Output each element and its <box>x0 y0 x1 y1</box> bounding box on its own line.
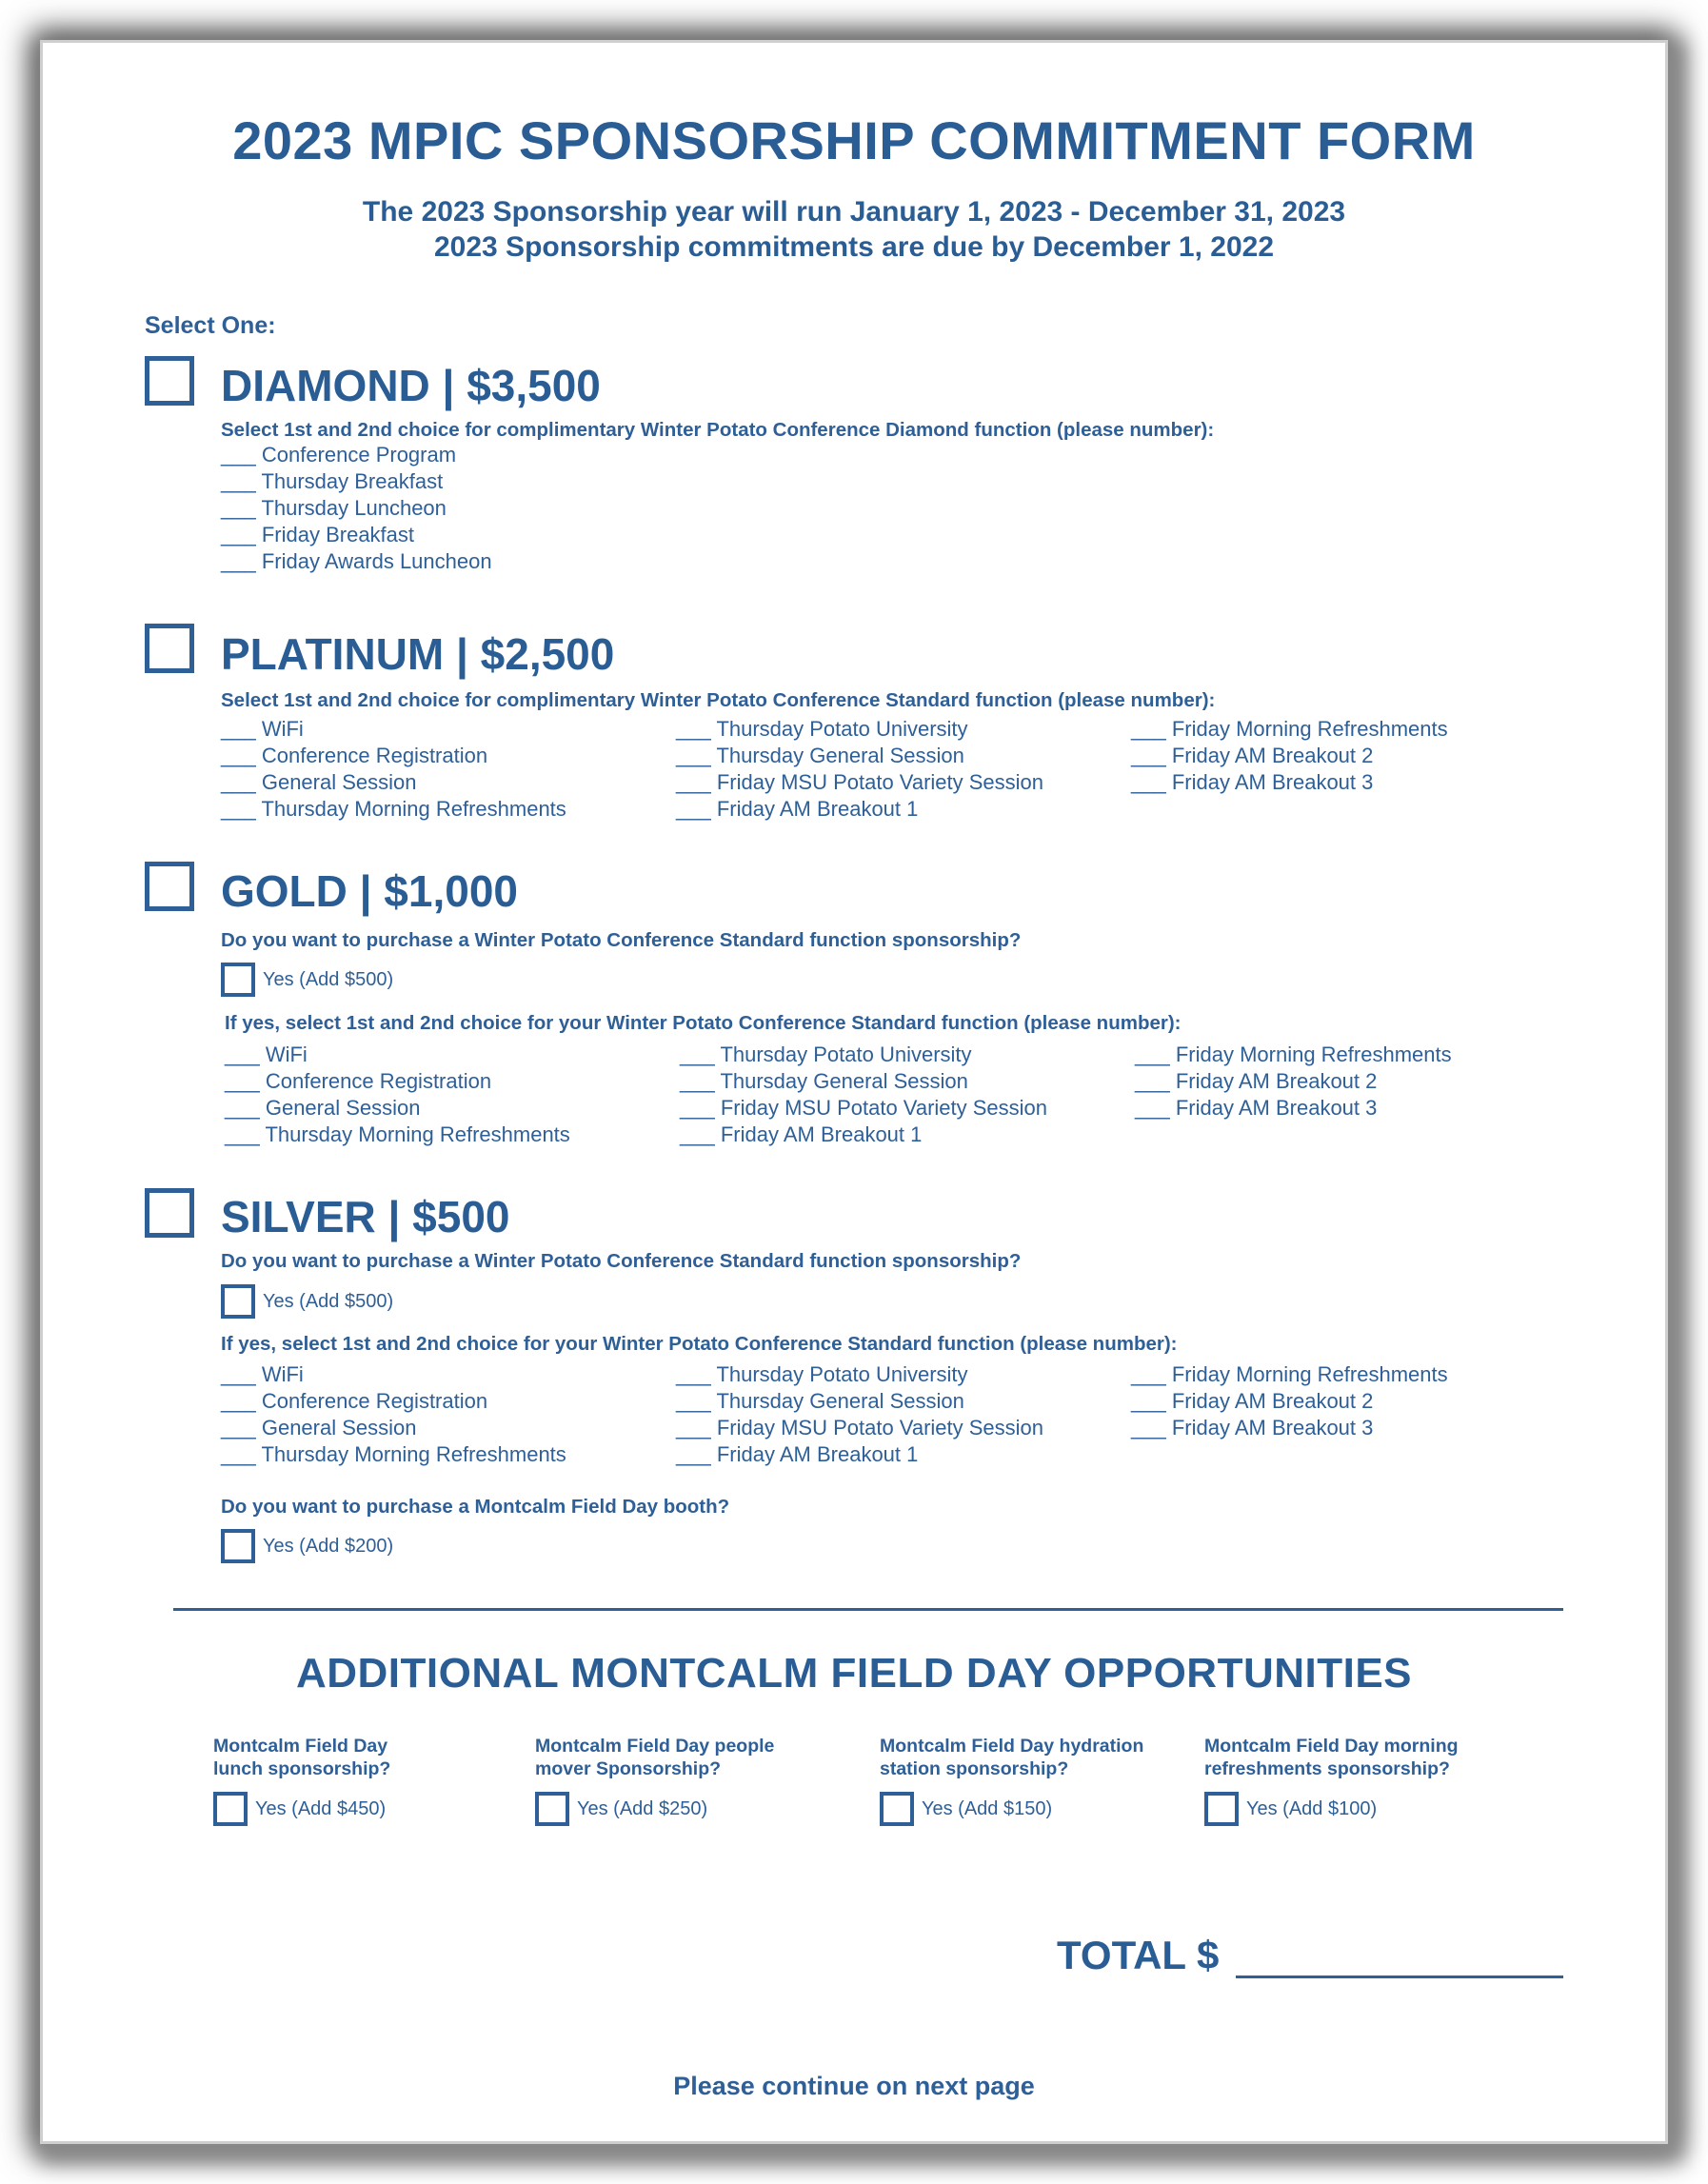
option-line[interactable]: ___ Thursday Morning Refreshments <box>225 1122 570 1146</box>
option-line[interactable]: ___ Thursday General Session <box>676 744 964 767</box>
total-label: TOTAL $ <box>1057 1933 1220 1977</box>
morning-refreshments-yes-label: Yes (Add $100) <box>1246 1798 1378 1819</box>
option-line[interactable]: ___ Friday AM Breakout 1 <box>680 1122 923 1146</box>
gold-question: Do you want to purchase a Winter Potato Conference Standard function sponsorship? <box>221 929 1022 951</box>
morning-refreshments-question: Montcalm Field Day morning refreshments sponsorship? <box>1204 1736 1459 1779</box>
diamond-options <box>221 442 492 575</box>
select-one-label: Select One: <box>145 312 276 339</box>
booth-yes-label: Yes (Add $200) <box>263 1536 394 1557</box>
page-title: 2023 MPIC SPONSORSHIP COMMITMENT FORM <box>232 110 1476 170</box>
silver-col3 <box>1131 1361 1448 1441</box>
option-line[interactable]: ___ Conference Registration <box>221 744 488 767</box>
option-line[interactable]: ___ Friday Morning Refreshments <box>1131 1362 1448 1386</box>
option-line[interactable]: ___ Thursday Potato University <box>676 717 968 741</box>
subtitle-year: The 2023 Sponsorship year will run January 1, 2023 - December 31, 2023 <box>362 196 1346 228</box>
section-divider <box>173 1608 1563 1611</box>
morning-refreshments-yes-checkbox[interactable] <box>1204 1792 1239 1826</box>
platinum-heading: PLATINUM | $2,500 <box>221 629 615 679</box>
option-line[interactable]: ___ Conference Registration <box>225 1069 492 1093</box>
silver-question: Do you want to purchase a Winter Potato Conference Standard function sponsorship? <box>221 1250 1022 1272</box>
people-mover-yes-label: Yes (Add $250) <box>577 1798 708 1819</box>
additional-heading: ADDITIONAL MONTCALM FIELD DAY OPPORTUNITIES <box>295 1650 1413 1697</box>
silver-col2 <box>676 1361 1043 1468</box>
option-line[interactable]: ___ Friday AM Breakout 2 <box>1135 1069 1378 1093</box>
lunch-yes-checkbox[interactable] <box>213 1792 248 1826</box>
option-line[interactable]: ___ Thursday Potato University <box>680 1042 972 1066</box>
silver-heading: SILVER | $500 <box>221 1192 510 1241</box>
silver-col1 <box>221 1361 566 1468</box>
gold-note: If yes, select 1st and 2nd choice for your Winter Potato Conference Standard function (please number): <box>225 1012 1182 1034</box>
option-line[interactable]: ___ General Session <box>221 1416 417 1439</box>
platinum-col3 <box>1131 716 1448 796</box>
hydration-yes-checkbox[interactable] <box>880 1792 914 1826</box>
diamond-note: Select 1st and 2nd choice for complimentary Winter Potato Conference Diamond function (please number): <box>221 419 1215 441</box>
option-line[interactable]: ___ Thursday Potato University <box>676 1362 968 1386</box>
option-line[interactable]: ___ Friday MSU Potato Variety Session <box>680 1096 1048 1120</box>
gold-col2 <box>680 1042 1047 1148</box>
silver-checkbox[interactable] <box>145 1188 194 1238</box>
gold-checkbox[interactable] <box>145 862 194 911</box>
option-line[interactable]: ___ Thursday Breakfast <box>221 469 444 493</box>
option-line[interactable]: ___ WiFi <box>221 1362 304 1386</box>
option-line[interactable]: ___ Friday AM Breakout 1 <box>676 797 919 821</box>
platinum-note: Select 1st and 2nd choice for complimentary Winter Potato Conference Standard function (please number): <box>221 689 1216 711</box>
option-line[interactable]: ___ Friday Morning Refreshments <box>1135 1042 1452 1066</box>
option-line[interactable]: ___ Friday AM Breakout 1 <box>676 1442 919 1466</box>
hydration-yes-label: Yes (Add $150) <box>922 1798 1053 1819</box>
option-line[interactable]: ___ WiFi <box>225 1042 308 1066</box>
option-line[interactable]: ___ Friday MSU Potato Variety Session <box>676 770 1044 794</box>
option-line[interactable]: ___ WiFi <box>221 717 304 741</box>
booth-question: Do you want to purchase a Montcalm Field Day booth? <box>221 1496 730 1518</box>
option-line[interactable]: ___ Friday AM Breakout 3 <box>1131 1416 1374 1439</box>
silver-yes-checkbox[interactable] <box>221 1284 255 1319</box>
gold-yes-label: Yes (Add $500) <box>263 969 394 990</box>
diamond-checkbox[interactable] <box>145 356 194 406</box>
silver-note: If yes, select 1st and 2nd choice for your Winter Potato Conference Standard function (please number): <box>221 1333 1178 1355</box>
diamond-heading: DIAMOND | $3,500 <box>221 361 601 410</box>
gold-yes-checkbox[interactable] <box>221 963 255 997</box>
total-input-line[interactable] <box>1236 1976 1563 1978</box>
option-line[interactable]: ___ Thursday General Session <box>680 1069 968 1093</box>
option-line[interactable]: ___ Conference Registration <box>221 1389 488 1413</box>
subtitle-due: 2023 Sponsorship commitments are due by December 1, 2022 <box>433 231 1275 263</box>
lunch-sponsorship-question: Montcalm Field Day lunch sponsorship? <box>213 1736 391 1779</box>
option-line[interactable]: ___ Thursday General Session <box>676 1389 964 1413</box>
people-mover-yes-checkbox[interactable] <box>535 1792 569 1826</box>
silver-yes-label: Yes (Add $500) <box>263 1291 394 1312</box>
gold-col1 <box>225 1042 570 1148</box>
hydration-question: Montcalm Field Day hydration station sponsorship? <box>880 1736 1144 1779</box>
option-line[interactable]: ___ Friday Breakfast <box>221 523 415 546</box>
option-line[interactable]: ___ Thursday Luncheon <box>221 496 447 520</box>
option-line[interactable]: ___ General Session <box>221 770 417 794</box>
option-line[interactable]: ___ Friday Awards Luncheon <box>221 549 492 573</box>
gold-col3 <box>1135 1042 1452 1122</box>
option-line[interactable]: ___ Conference Program <box>221 443 457 467</box>
option-line[interactable]: ___ Friday MSU Potato Variety Session <box>676 1416 1044 1439</box>
option-line[interactable]: ___ Friday AM Breakout 3 <box>1131 770 1374 794</box>
option-line[interactable]: ___ Friday AM Breakout 3 <box>1135 1096 1378 1120</box>
platinum-checkbox[interactable] <box>145 624 194 673</box>
option-line[interactable]: ___ Friday AM Breakout 2 <box>1131 1389 1374 1413</box>
platinum-col1 <box>221 716 566 823</box>
option-line[interactable]: ___ Friday AM Breakout 2 <box>1131 744 1374 767</box>
option-line[interactable]: ___ General Session <box>225 1096 421 1120</box>
option-line[interactable]: ___ Thursday Morning Refreshments <box>221 797 566 821</box>
option-line[interactable]: ___ Thursday Morning Refreshments <box>221 1442 566 1466</box>
gold-heading: GOLD | $1,000 <box>221 866 519 916</box>
lunch-yes-label: Yes (Add $450) <box>255 1798 387 1819</box>
people-mover-question: Montcalm Field Day people mover Sponsorship? <box>535 1736 775 1779</box>
booth-yes-checkbox[interactable] <box>221 1529 255 1563</box>
continue-note: Please continue on next page <box>673 2072 1035 2100</box>
platinum-col2 <box>676 716 1043 823</box>
option-line[interactable]: ___ Friday Morning Refreshments <box>1131 717 1448 741</box>
